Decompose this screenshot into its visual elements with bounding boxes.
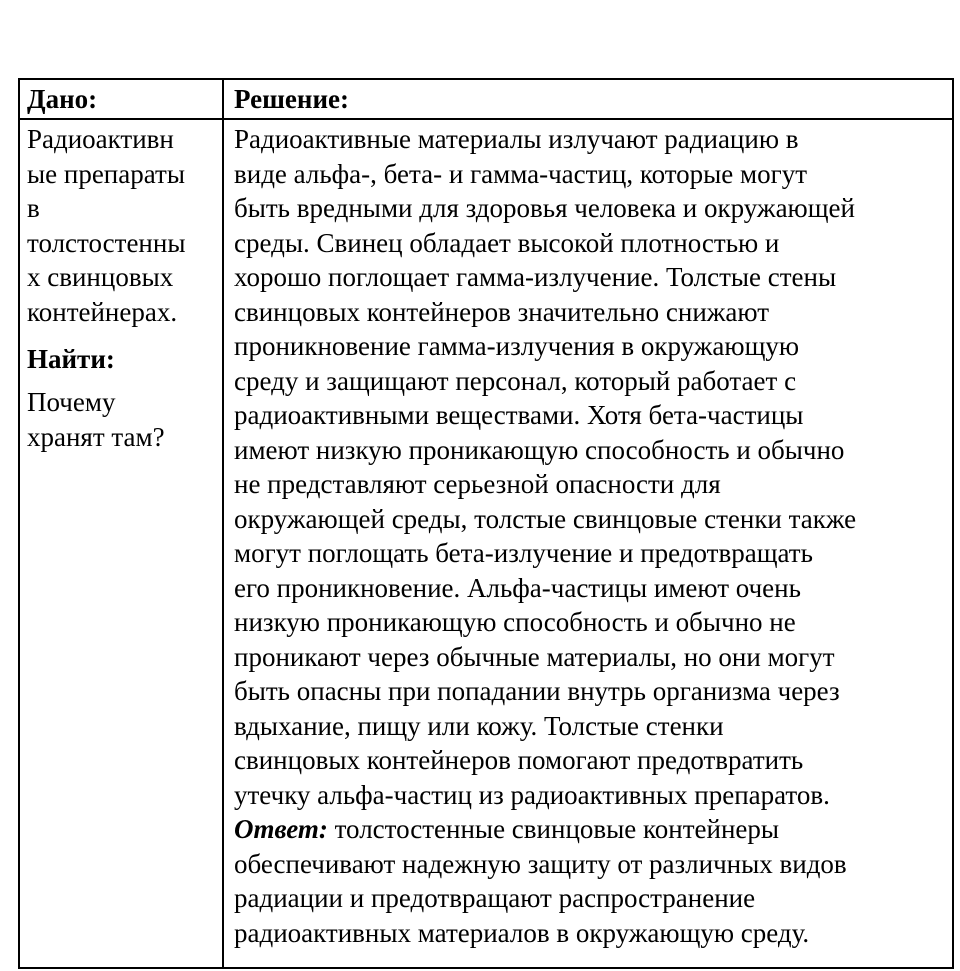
given-column xyxy=(20,80,224,967)
solution-heading-cell xyxy=(224,80,952,120)
find-heading: Найти: xyxy=(27,344,115,374)
solution-body: Радиоактивные материалы излучают радиацию в виде альфа-, бета- и гамма-частиц, которые могут быть вредными для здоровья человека и окружающей среды. Свинец обладает высокой плотностью и хорошо поглощает гамма-излучение. Толстые стены свинцовых контейнеров значительно снижают проникновение гамма-излучения в окружающую среду и защищают персонал, который работает с радиоактивными веществами. Хотя бета-частицы имеют низкую проникающую способность и обычно не представляют серьезной опасности для окружающей среды, толстые свинцовые стенки также могут поглощать бета-излучение и предотвращать его проникновение. Альфа-частицы имеют очень низкую проникающую способность и обычно не проникают через обычные материалы, но они могут быть опасны при попадании внутрь организма через вдыхание, пищу или кожу. Толстые стенки свинцовых контейнеров помогают предотвратить утечку альфа-частиц из радиоактивных препаратов. xyxy=(234,124,857,810)
problem-table xyxy=(18,78,954,969)
given-heading: Дано: xyxy=(27,84,98,114)
solution-heading: Решение: xyxy=(234,84,349,114)
solution-text xyxy=(234,122,946,950)
given-text: Радиоактивн ые препараты в толстостенны х свинцовых контейнерах. xyxy=(27,124,186,327)
find-text: Почему хранят там? xyxy=(27,387,165,452)
answer-text: толстостенные свинцовые контейнеры обеспечивают надежную защиту от различных видов радиации и предотвращают распространение радиоактивных материалов в окружающую среду. xyxy=(234,814,847,948)
given-heading-cell xyxy=(20,80,222,120)
answer-label: Ответ: xyxy=(234,814,328,844)
solution-column xyxy=(224,80,952,967)
